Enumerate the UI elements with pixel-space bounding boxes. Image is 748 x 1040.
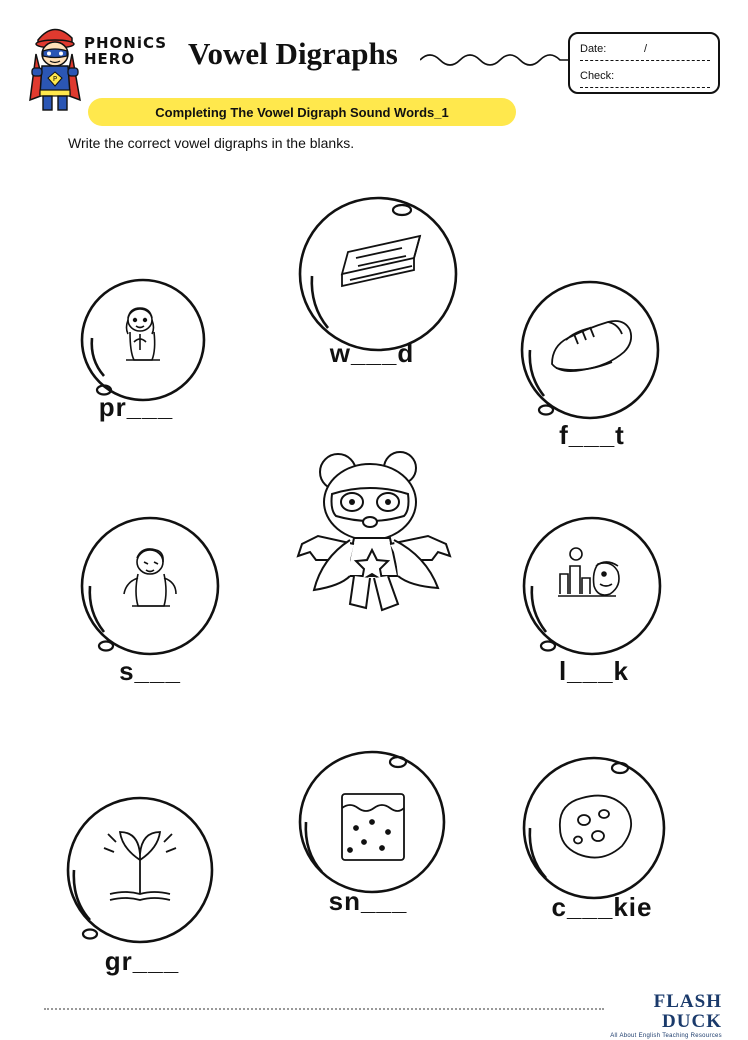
item-grow-word[interactable]: gr___ (104, 946, 180, 976)
date-slash: / (644, 43, 648, 55)
item-pray (68, 268, 204, 422)
worksheet-subtitle-banner (88, 98, 516, 126)
item-pray-word[interactable]: pr___ (98, 392, 174, 422)
check-write-line[interactable] (580, 87, 710, 88)
item-grow (56, 790, 192, 976)
ball-outline-grow (56, 790, 192, 926)
item-foot-word[interactable]: f___t (559, 420, 625, 450)
item-look-word[interactable]: l___k (558, 656, 630, 686)
item-snow-word[interactable]: sn___ (328, 886, 408, 916)
squiggle-divider-icon (420, 48, 570, 68)
item-wood (290, 186, 426, 368)
ball-outline-pray (68, 268, 204, 404)
instruction-text: Write the correct vowel digraphs in the blanks. (68, 135, 355, 151)
footer-brand-logo (592, 991, 722, 1039)
item-saw-word[interactable]: s___ (119, 656, 181, 686)
ball-outline-wood (290, 186, 426, 322)
brand-logo-line1: PHONiCS (84, 34, 168, 52)
item-snow (288, 746, 424, 916)
svg-text:P: P (52, 75, 58, 83)
phonics-hero-mascot-icon (24, 20, 86, 112)
item-cookie-word[interactable]: c___kie (551, 892, 653, 922)
center-hero-mascot-icon (258, 440, 498, 620)
item-saw (72, 508, 208, 686)
date-label: Date: (580, 43, 607, 55)
ball-outline-look (514, 508, 650, 644)
footer-brand-name: FLASH DUCK (653, 991, 722, 1032)
brand-logo (84, 36, 180, 76)
ball-outline-foot (512, 272, 648, 408)
brand-logo-line2: HERO (84, 50, 136, 68)
ball-outline-saw (72, 508, 208, 644)
date-write-line[interactable] (580, 60, 710, 61)
ball-outline-cookie (510, 752, 646, 888)
footer-brand-tagline: All About English Teaching Resources (610, 1033, 722, 1039)
date-check-box (568, 32, 720, 94)
check-label: Check: (580, 70, 615, 82)
item-foot (512, 272, 648, 450)
page-header (0, 14, 748, 124)
item-look (514, 508, 650, 686)
worksheet-subtitle-text: Completing The Vowel Digraph Sound Words_1 (155, 104, 449, 120)
item-wood-word[interactable]: w___d (329, 338, 415, 368)
ball-outline-snow (288, 746, 424, 882)
footer-divider (44, 1008, 604, 1010)
item-cookie (510, 752, 653, 922)
page-title: Vowel Digraphs (188, 36, 398, 71)
